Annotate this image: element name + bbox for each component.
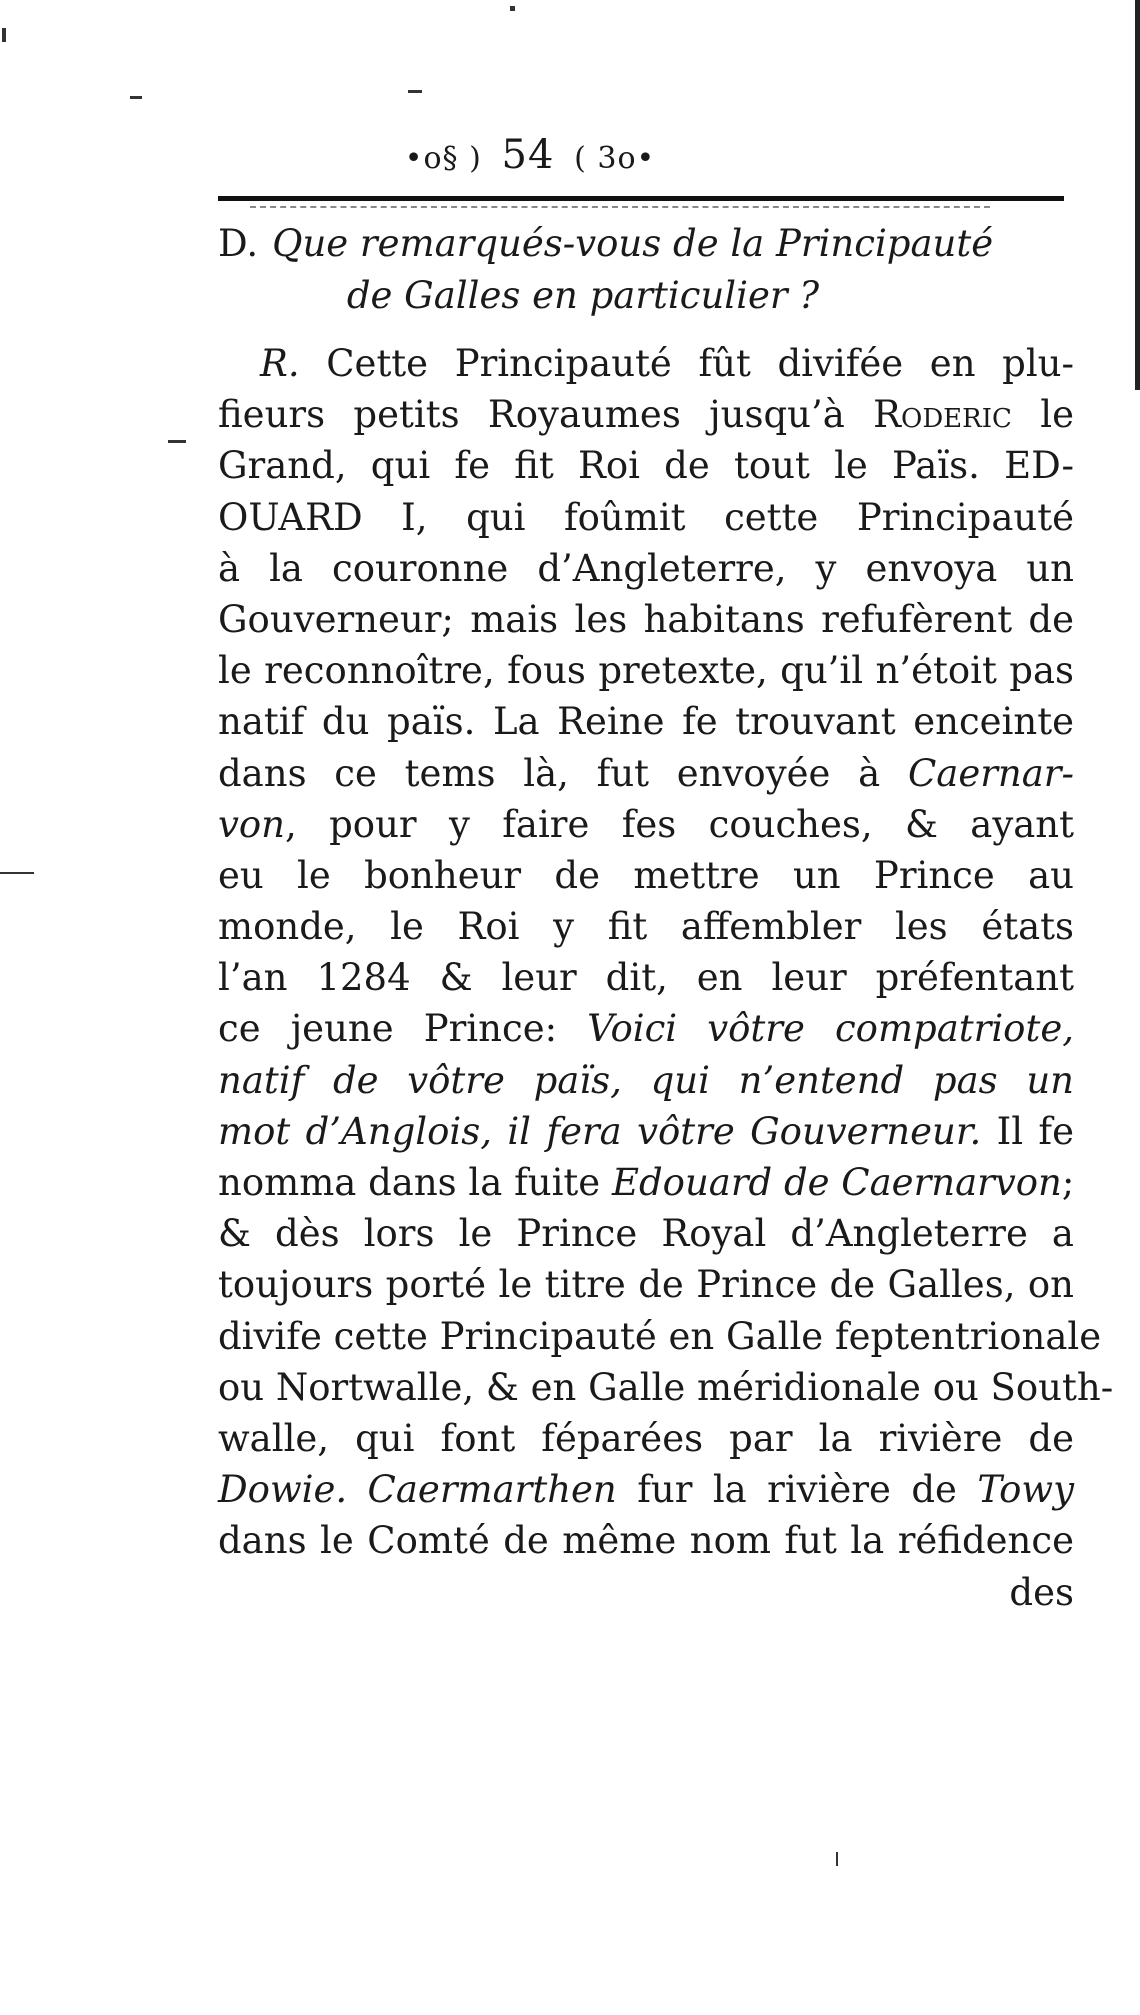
scan-speck: [168, 440, 186, 443]
text-segment: Dowie.: [218, 1468, 348, 1512]
catchword: des: [1009, 1570, 1074, 1614]
text-line: [218, 1157, 1074, 1208]
text-line: [218, 645, 1074, 696]
text-line: [218, 440, 1074, 491]
text-line: [218, 1413, 1074, 1464]
text-line: [218, 1362, 1114, 1413]
text-segment: eu le bonheur de mettre un Prince au: [218, 853, 1074, 897]
text-segment: le reconnoître, fous pretexte, qu’il n’étoit pas: [218, 649, 1074, 693]
question-block: [218, 218, 1068, 322]
text-segment: natif du païs. La Reine fe trouvant enceinte: [218, 700, 1074, 744]
text-line: [218, 1259, 1074, 1310]
text-segment: Caermarthen: [367, 1468, 617, 1512]
text-segment: Roderic: [873, 393, 1012, 437]
text-segment: mot d’Anglois, il fera vôtre Gouverneur.: [218, 1109, 982, 1153]
text-line: [218, 1003, 1074, 1054]
text-line: [218, 952, 1074, 1003]
text-segment: R.: [260, 342, 327, 385]
answer-text: [218, 338, 1114, 1618]
question-line-1: Que remarqués-vous de la Principauté: [272, 222, 994, 265]
text-line: [218, 696, 1074, 747]
text-segment: Il fe: [981, 1109, 1074, 1153]
question-line-2: de Galles en particulier ?: [346, 274, 820, 317]
text-segment: Gouverneur; mais les habitans refufèrent de: [218, 597, 1074, 641]
scan-speck: [2, 28, 6, 42]
text-line: [218, 1208, 1074, 1259]
text-segment: ou Nortwalle, & en Galle méridionale ou South-: [218, 1365, 1114, 1409]
text-segment: nomma dans la fuite: [218, 1161, 612, 1204]
text-line: [218, 748, 1074, 799]
text-segment: l’an 1284 & leur dit, en leur préfentant: [218, 956, 1074, 1000]
text-segment: Voici vôtre compatriote,: [587, 1007, 1074, 1051]
page-edge-shadow: [1135, 0, 1140, 390]
header-rule-thin: [250, 206, 990, 208]
text-line: [218, 389, 1074, 440]
text-segment: monde, le Roi y fit affembler les états: [218, 905, 1074, 949]
header-rule: [218, 196, 1064, 201]
scan-speck: [408, 90, 422, 93]
text-segment: natif de vôtre païs, qui n’entend pas un: [218, 1058, 1074, 1102]
scan-speck: [836, 1852, 838, 1866]
text-line: [218, 799, 1074, 850]
text-line: [218, 1106, 1074, 1157]
text-line: [218, 338, 1074, 389]
text-segment: Caernar-: [907, 751, 1074, 795]
text-segment: walle, qui font féparées par la rivière de: [218, 1416, 1074, 1460]
right-ornament: ( 3o•: [574, 140, 656, 176]
text-segment: & dès lors le Prince Royal d’Angleterre a: [218, 1212, 1074, 1256]
text-segment: , pour y faire fes couches, & ayant: [285, 802, 1074, 846]
text-segment: ;: [1061, 1161, 1075, 1204]
text-segment: Cette Principauté fût divifée en plu-: [326, 342, 1074, 385]
scan-speck: [0, 872, 34, 874]
text-line: [218, 543, 1074, 594]
text-segment: fur la rivière de: [616, 1468, 978, 1512]
text-line: [218, 901, 1074, 952]
text-segment: Edouard de Caernarvon: [611, 1161, 1062, 1204]
text-segment: von: [218, 802, 286, 846]
text-line: [218, 1515, 1074, 1566]
text-segment: Grand, qui fe fit Roi de tout le Païs. ED-: [218, 444, 1074, 488]
scan-speck: [130, 96, 142, 99]
text-segment: OUARD I, qui foûmit cette Principauté: [218, 495, 1074, 539]
text-segment: toujours porté le titre de Prince de Galles, on: [218, 1263, 1074, 1307]
left-ornament: •o§ ): [404, 140, 482, 176]
running-head: [0, 132, 1060, 178]
page-number: 54: [501, 132, 555, 178]
text-segment: le: [1011, 393, 1074, 437]
text-line: [218, 1464, 1074, 1515]
text-line: [218, 594, 1074, 645]
text-segment: ce jeune Prince:: [218, 1007, 588, 1051]
text-line: [218, 1055, 1074, 1106]
text-segment: divife cette Principauté en Galle feptentrionale: [218, 1314, 1102, 1358]
text-line: [218, 850, 1074, 901]
scan-speck: [510, 6, 515, 11]
text-line: [218, 492, 1074, 543]
text-segment: dans ce tems là, fut envoyée à: [218, 751, 908, 795]
text-segment: fieurs petits Royaumes jusqu’à: [218, 393, 874, 437]
text-segment: Towy: [977, 1468, 1074, 1512]
question-marker: D.: [218, 222, 259, 265]
text-segment: [347, 1468, 367, 1511]
text-segment: à la couronne d’Angleterre, y envoya un: [218, 546, 1074, 590]
text-line: [218, 1311, 1102, 1362]
text-segment: dans le Comté de même nom fut la réfidence: [218, 1519, 1074, 1563]
